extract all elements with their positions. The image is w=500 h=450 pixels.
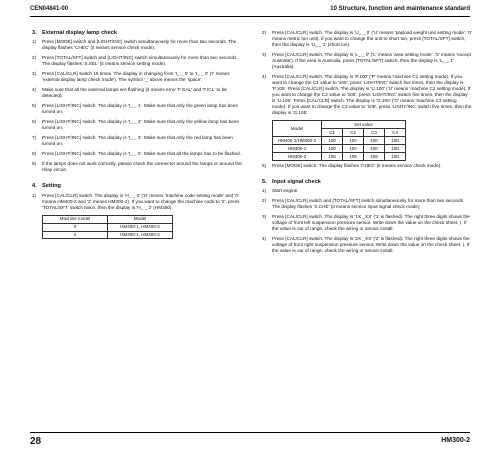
table-header: Model [273,121,322,137]
item-number: 6) [32,119,37,125]
list-item [32,135,242,147]
table-row [273,152,406,160]
table-row [43,223,173,231]
item-number: 7) [32,135,37,141]
section-title: Setting [42,183,61,190]
list-item [32,151,242,157]
table-cell: HM300-2 [273,152,322,160]
item-number: 2) [32,55,37,61]
item-number: 8) [32,151,37,157]
list-item [32,39,242,51]
list-item [32,193,242,211]
table-cell: 100 [385,145,406,153]
list-item [32,103,242,115]
section-title: External display lamp check [42,30,117,36]
item-number: 3) [262,214,267,220]
item-number: 9) [32,161,37,167]
item-text: Press [CAL/CLR] switch. The display is 'U_ _ 0' ('U' means 'payload weight unit setting mode'. '0' means metric ton unit). If you want to change the unit to short ton, press [TOTAL/SFT] switch, then the display is 'U_ _ 1' (short ton). [272,30,472,48]
table-header: Set value [322,121,406,129]
list-item [262,163,472,169]
table-cell: HM300-1, HM300-2 [108,231,173,239]
item-text: Press [CAL/CLR] switch and [TOTAL/SFT] switch simultaneously for more than two seconds. The display flashes 'S.CHE' (it means service input signal check mode). [272,198,465,210]
list-item [262,198,472,210]
table-header: Model [108,215,173,223]
list-item [262,188,472,194]
table-row [273,137,406,145]
table-cell: 100 [364,137,385,145]
item-number: 1) [32,192,37,198]
table-cell: 100 [385,137,406,145]
table-cell: HM300-1 [273,145,322,153]
set-value-table [272,120,406,161]
header-rule [30,16,470,17]
item-number: 2) [262,198,267,204]
footer-model: HM300-2 [441,437,470,444]
item-text: If the lamps does not work correctly, please check the connector around the lamps or around the relay circuit. [42,161,242,173]
item-text: Press [CAL/CLR] switch. The display is 'P.100' ('P' means 'machine C1 setting mode). If you want to change the C1 value to '105', press 'LIGHT/INC' switch five times, then the display is 'P.105'. Press [CAL/CLR] switch. The display is 'U.100' ('U' means 'machine C2 setting mode). If you want to change the C2 value to '105', press 'LIGHT/INC' switch five times, then the display is 'U.105'. Press [CAL/CLR] switch. The display is 'G.100' ('G' means 'machine C3 setting mode). If you want to change the C3 value to '105', press 'LIGHT/INC' switch five times, then the display is 'G.105'. [272,74,472,116]
list-item [262,236,472,254]
item-number: 1) [262,188,267,194]
page-header [30,6,470,16]
table-cell: 100 [343,145,364,153]
table-cell: 105 [322,152,343,160]
item-text: Press [CAL/CLR] switch. The display is 'L_ _ 0' ('L' means 'area setting mode'. '0' means 'except Australia'). If the area is Australia, press [TOTAL/SFT] switch, then the display is 'L_ _ 1' (Australia). [272,52,471,70]
item-text: Press [LIGHT/INC] switch. The display is 'I_ _ 3'. Make sure that only the red lamp has been turned on. [42,135,233,147]
table-cell: 100 [322,137,343,145]
table-header: C4 [385,129,406,137]
item-text: Press [CAL/CLR] switch 15 times. The display in changing from 'I_ _ 0' to 'I_ _ 0' ('I' means 'external display lamp check mode'). The symbol '_' above means the 'space'. [42,71,230,83]
item-text: Press [CAL/CLR] switch. The display is '2X _XX' ('2' is flashed). The right three digits shows the voltage of front right suspension pressure sensor. Write down the value on the check sheet. ). If the value is out of range, check the wiring or sensor install. [272,236,470,254]
item-text: Press [CAL/CLR] switch. The display is '1X _XX' ('1' is flashed). The right three digits shows the voltage of front left suspension pressure sensor. Write down the value on the check sheet. ). If the value is out of range, check the wiring or sensor install. [272,214,470,232]
table-cell: 105 [343,152,364,160]
item-text: Press [TOTAL/SFT] switch and [LIGHT/INC] switch simultaneously for more than two seconds. The display flashes 'S.SEL' (it means service setting mode). [42,55,238,67]
chapter-title: 10 Structure, function and maintenance standard [330,6,470,12]
item-number: 4) [32,87,37,93]
item-text: Press [MODE] switch and [LIGHT/INC] switch simultaneously for more than two seconds. The display flashes 'CHEC' (it means service check mode). [42,39,237,51]
doc-code: CEN04841-00 [30,6,69,12]
table-cell: HM400-1, HM400-2 [108,223,173,231]
list-item [32,161,242,173]
item-text: Press [LIGHT/INC] switch. The display is 'I_ _ 1'. Make sure that only the green lamp has been turned on. [42,103,239,115]
item-text: Make sure that all the external lamps are flashing (it means error 'F.GAL' and 'F.ICL' to be detected). [42,87,227,99]
item-number: 3) [32,71,37,77]
section-3-heading [32,30,242,37]
table-header: C1 [322,129,343,137]
list-item [262,74,472,116]
item-text: Press [MODE] switch. The display flashes 'CHEC' (it means service check mode). [272,162,442,168]
item-number: 1) [32,39,37,45]
item-number: 5) [32,103,37,109]
section-4-heading [32,183,242,190]
table-cell: 100 [385,152,406,160]
table-cell: 100 [322,145,343,153]
list-item [32,55,242,67]
item-text: Press [LIGHT/INC] switch. The display is 'I_ _ 0'. Make sure that all the lamps has to be flashed. [42,151,241,157]
table-cell: HM400-1/HM400-2 [273,137,322,145]
section-5-heading [262,179,472,186]
table-header: C3 [364,129,385,137]
item-number: 5) [262,162,267,168]
table-cell: 0 [43,223,108,231]
item-number: 4) [262,236,267,242]
left-column [32,30,242,241]
item-text: Press [LIGHT/INC] switch. The display is 'I_ _ 2'. Make sure that only the yellow lamp has been turned on. [42,119,240,131]
list-item [262,52,472,70]
page-footer [30,436,470,448]
list-item [262,214,472,232]
table-cell: 100 [364,145,385,153]
table-cell: 100 [343,137,364,145]
machine-model-table [42,215,173,240]
item-number: 3) [262,52,267,58]
section-number: 3. [32,30,37,36]
list-item [32,87,242,99]
item-number: 2) [262,30,267,35]
table-cell: 105 [364,152,385,160]
section-title: Input signal check [272,178,321,185]
right-column [262,30,472,258]
section-number: 5. [262,178,267,185]
list-item [32,119,242,131]
table-row [43,231,173,239]
table-cell: 2 [43,231,108,239]
page-number: 28 [30,436,42,447]
item-text: Start engine. [272,188,299,194]
footer-rule [30,432,470,433]
section-number: 4. [32,183,37,190]
table-header: C2 [343,129,364,137]
list-item [262,30,472,48]
table-header: Machine model [43,215,108,223]
item-number: 4) [262,74,267,80]
list-item [32,71,242,83]
item-text: Press [CAL/CLR] switch. The display is 'H_ _ 0' ('H' means 'machine code setting mode' and '0' means HM400-2 and '2' means HM300-2). If you want to change the machine code to '2', press 'TOTAL/SFT' switch twice, then the display is 'H_ _ 2' (HM300). [42,192,240,210]
table-row [273,145,406,153]
